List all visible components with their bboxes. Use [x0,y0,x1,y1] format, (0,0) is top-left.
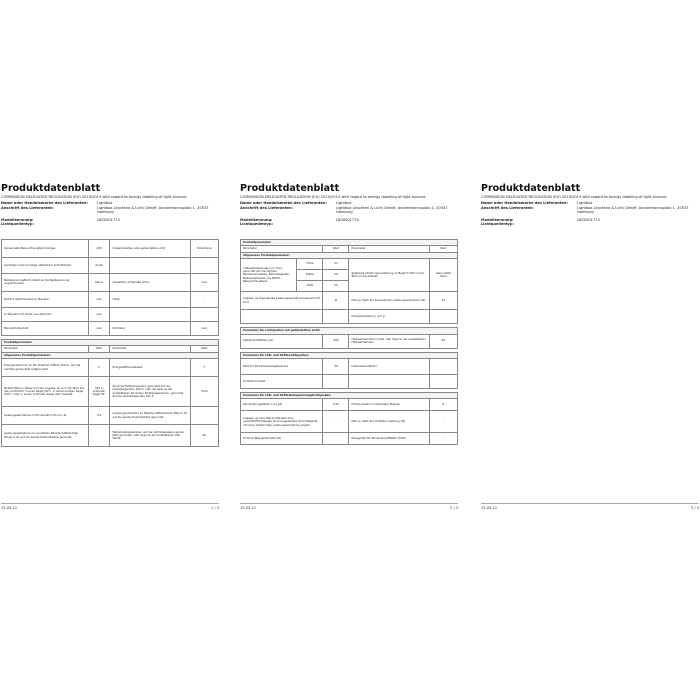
regulation-text: COMMISSION DELEGATED REGULATION (EU) 2019/2015 with regard to energy labelling of light sources [481,195,667,199]
cell: Vernetzte Lichtquelle (CLS): [110,273,190,291]
page-number: 1 / 3 [210,506,219,510]
cell: Flimmer-Messgröße (Pst LM) [241,433,323,445]
footer-date: 15.05.22 [240,506,257,510]
address-value: Lightbox Leuchten & Licht GmbH, Anckelmannsplatz 1, 20537 Hamburg [577,205,689,215]
cell: 4,5 [88,407,110,425]
footer-date: 15.05.22 [1,506,18,510]
table-row [2,239,219,257]
table-row [241,310,458,324]
brand-value: Lightbox [336,201,352,205]
cell: - [429,411,457,433]
cell: Farblich abstimmbare Lichtquelle: [2,291,89,307]
cell: Farbwiedergabeindex, auf die nächstgelegene ganze Zahl gerundet, oder Spanne der einstellbaren CRI-Werte [110,425,190,447]
cell: Energieverbrauch im Ein-Zustand (kWh/1 000 h), auf die nächste ganze Zahl aufgerundet [2,359,89,377]
table-row [2,273,219,291]
table-row [2,407,219,425]
cell: 650 [323,334,349,348]
cell: Lichtstromerhalt [241,375,323,389]
cell [429,359,457,375]
cell: Leistungsaufnahme im Bereitschaftszustand (Psb) in W, auf die zweite Dezimalstelle gerundet [110,407,190,425]
column-header: Parameter [241,246,323,252]
cell: 50 [323,270,349,281]
cell: Dimmbar: [110,321,190,335]
cell: Ähnliche Farbtemperatur, gerundet auf die nächstliegenden 100 K, oder die Spanne der einstellbaren ähnlichen Farbtemperaturen, gerundet auf die nächstliegenden 100 K [110,377,190,407]
datasheet-page-3 [481,183,699,513]
table-row [2,321,219,335]
table-row [241,359,458,375]
cell: Verschiebungsfaktor (cos φ1) [241,399,323,411]
cell: 50 [323,281,349,292]
cell: Ungebündeltes oder gebündeltes Licht: [110,239,190,257]
section-title: Parameter für LED- und OLED-Netzspannungslichtquellen: [241,393,458,399]
regulation-text: COMMISSION DELEGATED REGULATION (EU) 2019/2015 with regard to energy labelling of light sources [1,195,187,199]
table-row [2,425,219,447]
cell: Tiefe [297,281,323,292]
table-row [241,411,458,433]
cell: Lichtquelle mit hoher Leuchtdichte: [2,307,89,321]
column-header: Wert [88,346,110,352]
column-header: Parameter [2,346,89,352]
cell [241,310,323,324]
cell: 2700 [190,377,218,407]
table-row [241,292,458,310]
page-title: Produktdatenblatt [240,183,340,194]
cell [88,425,110,447]
page-title: Produktdatenblatt [481,183,581,194]
type-label: Lichtquellentyp: [481,222,515,227]
cell: Hülle: [110,291,190,307]
table-row [241,399,458,411]
datasheet-page-1 [1,183,219,513]
cell: 90 [190,425,218,447]
brand-value: Lightbox [97,201,113,205]
cell [190,307,218,321]
cell: 36 [429,334,457,348]
cell: Breite [297,270,323,281]
cell [190,257,218,273]
supplier-header [240,201,458,227]
cell: Mains [88,273,110,291]
address-label: Anschrift des Lieferanten: [1,205,54,210]
cell: - [190,291,218,307]
cell: Farbwertanteile (x und y) [349,310,429,324]
column-header: Wert [190,346,218,352]
cell [429,375,457,389]
cell [110,307,190,321]
column-header: Wert [429,246,457,252]
model-value: LB00001773 [577,217,600,222]
cell: Angabe, ob Äquivalente Leistungsaufnahme beansprucht wird [241,292,323,310]
type-label: Lichtquellentyp: [240,222,274,227]
cell: nein [88,321,110,335]
column-header: Wert [323,246,349,252]
cell: LED [88,239,110,257]
cell: Ja [323,292,349,310]
cell: F [190,359,218,377]
address-label: Anschrift des Lieferanten: [240,205,293,210]
cell: - [323,433,349,445]
datasheet-page-2 [240,183,458,513]
cell [429,310,457,324]
model-value: LB00001773 [336,217,359,222]
cell: 0,50 [323,399,349,411]
cell: siehe letzte Seite [429,259,457,292]
cell: Messgröße für Stroboskop-Effekte (SVM) [349,433,429,445]
cell: nein [190,273,218,291]
section-title: Allgemeine Produktparameter: [241,252,458,258]
cell: Nutzlichtstrom (Φuse) mit der Angabe, ob sich der Wert auf den Lichtstrom in einer Kegel (90°), in einem breiten Kegel (120°) oder in einem schmalen Kegel (90°) bezieht [2,377,89,407]
section-title: Allgemeine Produktparameter: [2,352,219,358]
cell: Außenabmessungen (in mm), gerundet auf die nächste Nachkommastelle, Betriebsgeräte, Bedienelemente und NLHM-Beleuchtungsteile [241,259,297,292]
cell: Falls ja, Wert der ersetzten Leistung (W) [349,411,429,433]
cell: 345 in schmaler Kegel 90° [88,377,110,407]
cell: Leistungsaufnahme im vernetzten Bereitschaftsbetrieb (Pnet) in W, auf die zweite Dezimalstelle gerundet [2,425,89,447]
cell [349,375,429,389]
model-label: Modellkennung: [481,217,514,222]
brand-label: Name oder Handelsmarke des Lieferanten: [481,201,568,205]
cell: Farbkonsistenz in MacAdam-Ellipsen [349,399,429,411]
cell: Angabe, ob eine LED-Lichtquelle eine Leuchtstofflichtquelle ohne eingebautes Vorschaltgerät mit einer bestimmten Leistungsaufnahme ersetzt. [241,411,323,433]
cell [110,257,190,273]
page-footer [481,506,699,510]
section-title: Parameter für Lichtquellen mit gebündeltem Licht: [241,328,458,334]
cell: Blendschutzschild: [2,321,89,335]
footer-date: 15.05.22 [481,506,498,510]
table-row [2,359,219,377]
cell: 53 [323,259,349,270]
cell: nein [190,321,218,335]
cell [323,310,349,324]
supplier-header [1,201,219,227]
page-footer [240,506,458,510]
cell: Leistungsaufnahme im Ein-Zustand (Pon) in W [2,407,89,425]
technology-table [1,239,219,447]
cell: 5 [88,359,110,377]
table-row [241,259,458,270]
section-title: Parameter für LED- und OLED-Lichtquellen: [241,352,458,358]
cell: Spitzenlichtstärke (cd) [241,334,323,348]
address-value: Lightbox Leuchten & Licht GmbH, Anckelmannsplatz 1, 20537 Hamburg [97,205,209,215]
address-label: Anschrift des Lieferanten: [481,205,534,210]
cell [323,375,349,389]
cell: 35 [429,292,457,310]
table-row [2,307,219,321]
parameters-table [240,239,458,445]
cell: Verwendete Beleuchtungstechnologie: [2,239,89,257]
cell: Netzspannung/Nicht direkt an die Netzspannung angeschlossen [2,273,89,291]
page-footer [1,506,219,510]
cell: nein [88,291,110,307]
cell: Lebensdauerfaktor [349,359,429,375]
cell: Falls ja, Wert der äquivalenten Leistungsaufnahme (W) [349,292,429,310]
section-title: Produktparameter [241,239,458,245]
table-row [2,377,219,407]
table-row [2,291,219,307]
cell: Energieeffizienzklasse [110,359,190,377]
cell: Sockeltyp (oder sonstige elektrische Schnittstelle) [2,257,89,273]
cell: nein [88,307,110,321]
page-number: 2 / 3 [449,506,458,510]
cell: GU10 [88,257,110,273]
column-header: Parameter [349,246,429,252]
regulation-text: COMMISSION DELEGATED REGULATION (EU) 2019/2015 with regard to energy labelling of light sources [240,195,426,199]
footer-divider [1,503,219,504]
table-row [241,375,458,389]
model-value: LB00001773 [97,217,120,222]
column-header: Parameter [110,346,190,352]
cell: Halbwertswinkel in Grad oder Spanne der einstellbaren Halbwertswinkel [349,334,429,348]
table-row [241,433,458,445]
cell: - [429,433,457,445]
cell: - [323,411,349,433]
footer-divider [481,503,699,504]
cell: 6 [429,399,457,411]
table-row [2,257,219,273]
cell [190,407,218,425]
page-title: Produktdatenblatt [1,183,101,194]
supplier-header [481,201,699,227]
cell: 30 [323,359,349,375]
model-label: Modellkennung: [240,217,273,222]
table-row [241,334,458,348]
cell: Höhe [297,259,323,270]
page-number: 3 / 3 [690,506,699,510]
footer-divider [240,503,458,504]
cell: Spektrale Strahlungsverteilung im Bereich 250 nm bis 800 nm bei Volllast [349,259,429,292]
section-title: Produktparameter [2,339,219,345]
brand-label: Name oder Handelsmarke des Lieferanten: [1,201,88,205]
cell: Directional [190,239,218,257]
type-label: Lichtquellentyp: [1,222,35,227]
cell: Wert für R9-Farbwiedergabeindex [241,359,323,375]
model-label: Modellkennung: [1,217,34,222]
brand-label: Name oder Handelsmarke des Lieferanten: [240,201,327,205]
address-value: Lightbox Leuchten & Licht GmbH, Anckelmannsplatz 1, 20537 Hamburg [336,205,448,215]
brand-value: Lightbox [577,201,593,205]
